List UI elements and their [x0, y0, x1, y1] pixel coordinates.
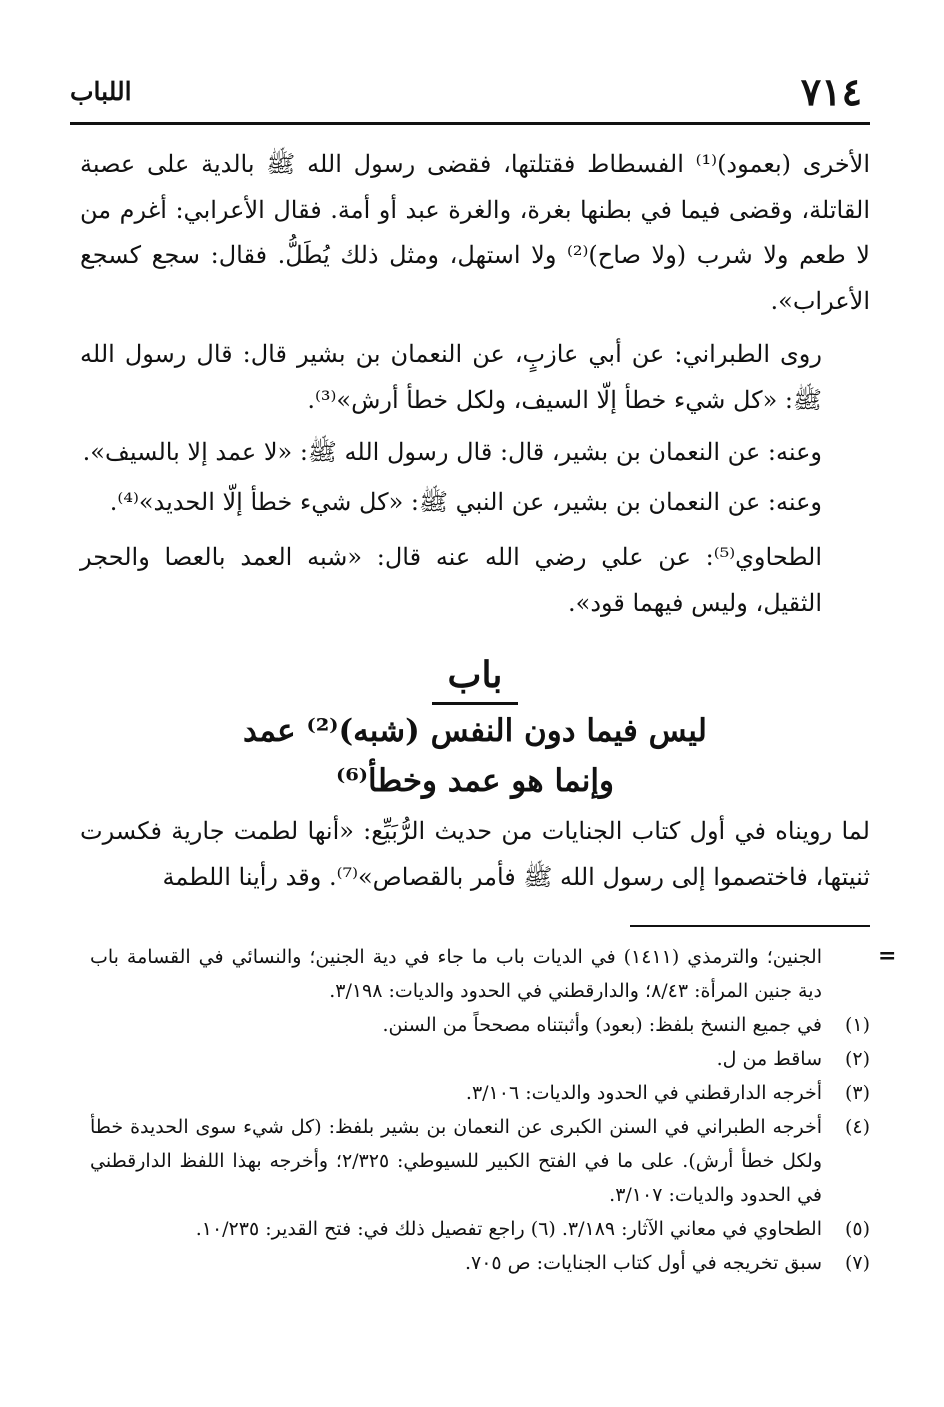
- footnote-item: [90, 1246, 870, 1280]
- chapter-bab-label: باب: [432, 650, 519, 705]
- paragraph-tahawi: الطحاوي⁽⁵⁾: عن علي رضي الله عنه قال: «شبه العمد بالعصا والحجر الثقيل، وليس فيهما قود».: [80, 543, 822, 617]
- page-number: ٧١٤: [800, 69, 862, 114]
- paragraph-gap: [80, 527, 870, 535]
- footnote-number: (٣): [844, 1082, 870, 1104]
- chapter-title-line-2: وإنما هو عمد وخطأ⁽⁶⁾: [335, 763, 615, 799]
- footnote-item: [90, 1110, 870, 1212]
- footnote-item: [90, 1076, 870, 1110]
- page-header: [70, 70, 870, 122]
- chapter-text: [80, 808, 870, 900]
- footnote-number: (٥): [844, 1218, 870, 1240]
- footnote-number: (٢): [844, 1048, 870, 1070]
- header-rule: [70, 122, 870, 125]
- footnote-text: الطحاوي في معاني الآثار: ٣/١٨٩. (٦) راجع تفصيل ذلك في: فتح القدير: ١٠/٢٣٥.: [195, 1218, 822, 1240]
- main-text: [80, 142, 870, 626]
- footnote-rule: [630, 925, 870, 927]
- paragraph-narration-iron: وعنه: عن النعمان بن بشير، عن النبي ﷺ: «كل شيء خطأ إلّا الحديد»⁽⁴⁾.: [109, 488, 822, 516]
- footnote-item: [90, 1212, 870, 1246]
- paragraph-narration-sword: وعنه: عن النعمان بن بشير، قال: قال رسول الله ﷺ: «لا عمد إلا بالسيف».: [82, 438, 822, 466]
- footnote-number: (٧): [844, 1252, 870, 1274]
- footnote-text: أخرجه الدارقطني في الحدود والديات: ٣/١٠٦.: [465, 1082, 822, 1104]
- footnotes: [90, 940, 870, 1280]
- footnote-continuation-mark: =: [878, 943, 897, 969]
- paragraph-tabarani: روى الطبراني: عن أبي عازبٍ، عن النعمان بن بشير قال: قال رسول الله ﷺ: «كل شيء خطأ إلّا السيف، ولكل خطأ أرش»⁽³⁾.: [80, 340, 822, 414]
- footnote-text: سبق تخريجه في أول كتاب الجنايات: ص ٧٠٥.: [464, 1252, 822, 1274]
- chapter-title-line-1: ليس فيما دون النفس (شبه)⁽²⁾ عمد: [242, 713, 707, 749]
- footnote-item: [90, 1008, 870, 1042]
- paragraph-hadith-ghurra: الأخرى (بعمود)⁽¹⁾ الفسطاط فقتلتها، فقضى رسول الله ﷺ بالدية على عصبة القاتلة، وقضى فيما في بطنها بغرة، والغرة عبد أو أمة. فقال الأعرابي: أغرم من لا طعم ولا شرب (ولا صاح)⁽²⁾ ولا استهل، ومثل ذلك يُطَلُّ. فقال: سجع كسجع الأعراب».: [80, 150, 871, 315]
- footnote-text: في جميع النسخ بلفظ: (بعود) وأثبتناه مصححاً من السنن.: [382, 1014, 822, 1036]
- narrations-list: [80, 427, 870, 527]
- paragraph-rubayyi: لما رويناه في أول كتاب الجنايات من حديث الرُّبَيِّع: «أنها لطمت جارية فكسرت ثنيتها، فاختصموا إلى رسول الله ﷺ فأمر بالقصاص»⁽⁷⁾. وقد رأينا اللطمة: [80, 817, 870, 891]
- paragraph-gap: [80, 324, 870, 332]
- footnote-item: [90, 1042, 870, 1076]
- chapter-heading: [80, 650, 870, 805]
- running-title: اللباب: [70, 77, 132, 106]
- footnote-continuation: الجنين؛ والترمذي (١٤١١) في الديات باب ما جاء في دية الجنين؛ والنسائي في القسامة باب دية جنين المرأة: ٨/٤٣؛ والدارقطني في الحدود والديات: ٣/١٩٨.: [90, 946, 822, 1002]
- footnote-number: (٤): [844, 1116, 870, 1138]
- footnote-text: ساقط من ل.: [716, 1048, 822, 1070]
- footnote-text: أخرجه الطبراني في السنن الكبرى عن النعمان بن بشير بلفظ: (كل شيء سوى الحديدة خطأ ولكل خطأ أرش). على ما في الفتح الكبير للسيوطي: ٢/٣٢٥؛ وأخرجه بهذا اللفظ الدارقطني في الحدود والديات: ٣/١٠٧.: [90, 1116, 822, 1206]
- footnote-number: (١): [844, 1014, 870, 1036]
